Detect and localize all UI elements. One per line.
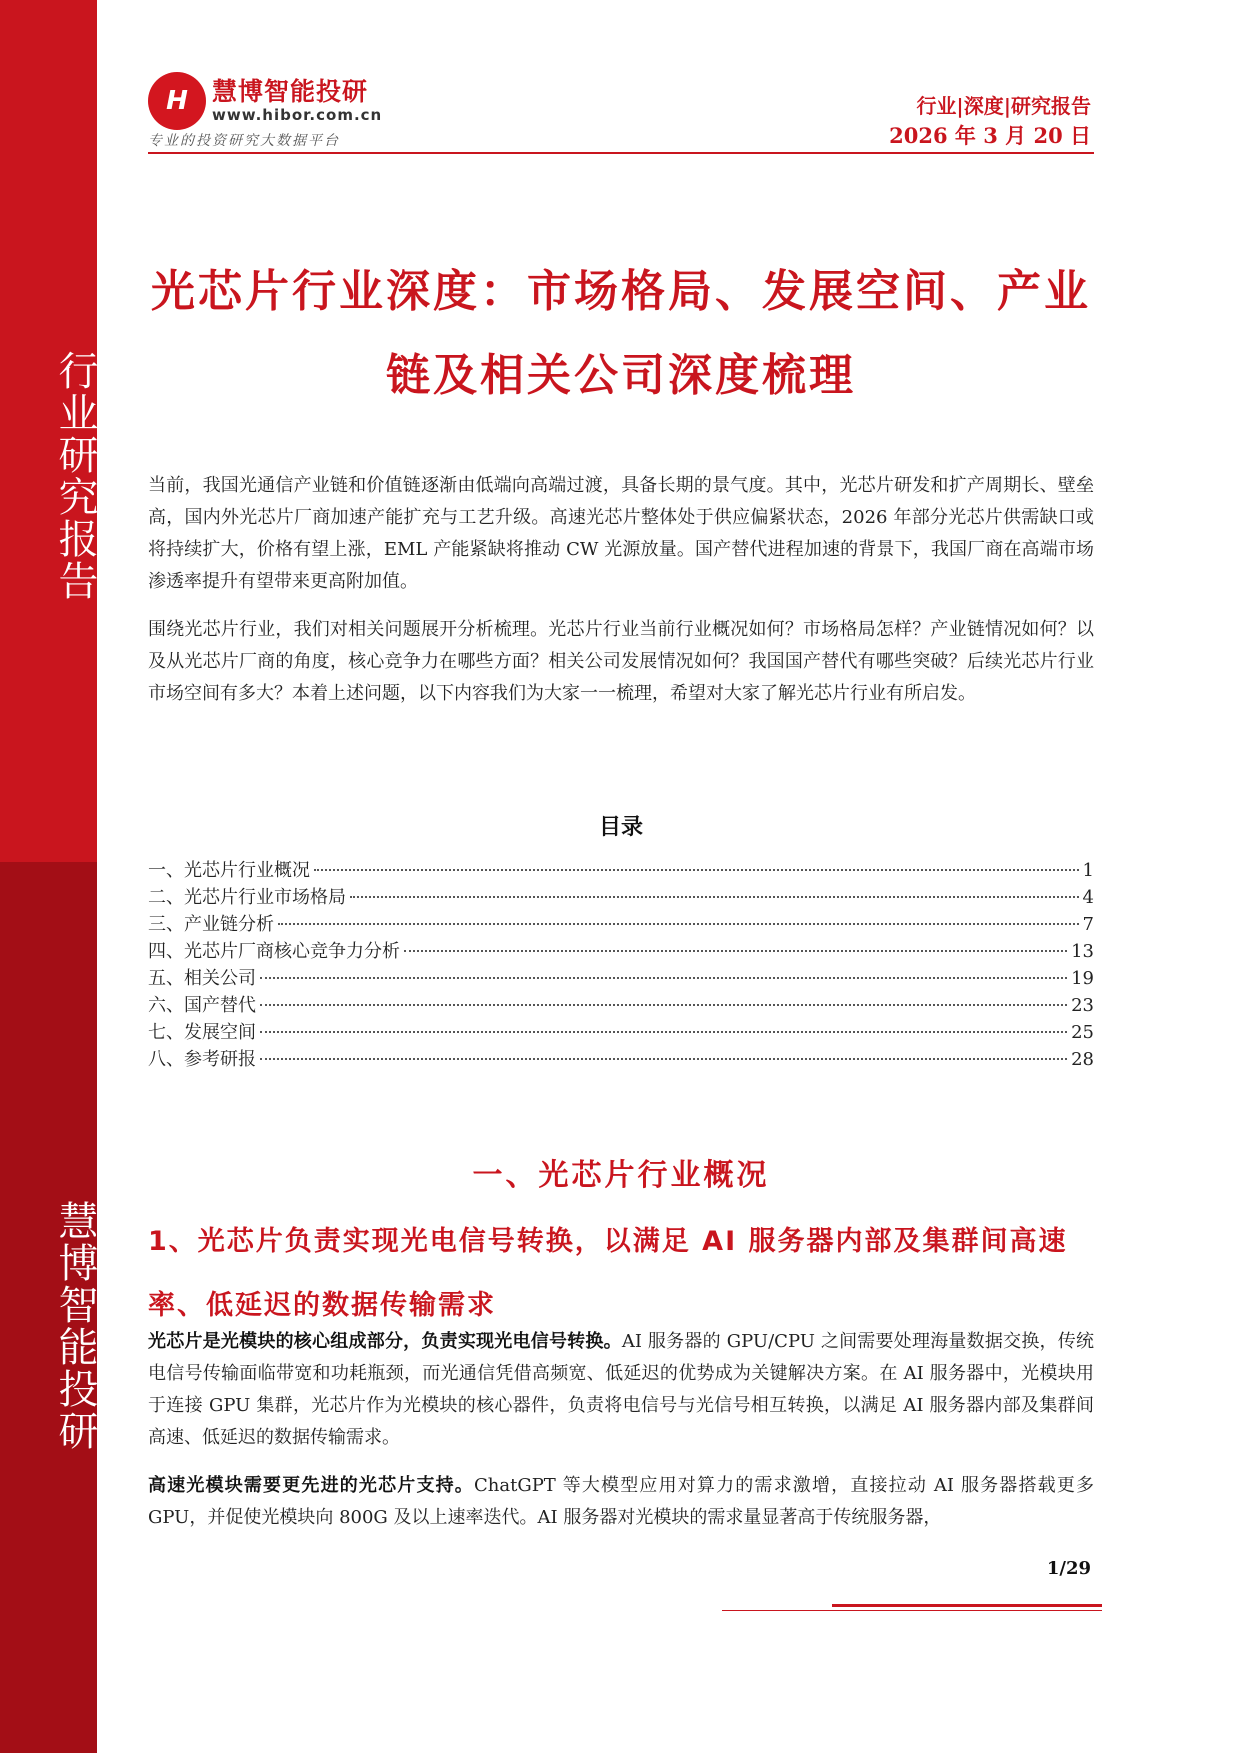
logo-slogan: 专业的投资研究大数据平台 [148, 133, 340, 149]
toc-item[interactable] [148, 1018, 1094, 1045]
toc-item-page: 23 [1071, 995, 1094, 1016]
toc-item[interactable] [148, 991, 1094, 1018]
toc-item-label: 一、光芯片行业概况 [148, 860, 310, 881]
toc-item-page: 7 [1082, 914, 1094, 935]
toc-item-page: 25 [1071, 1022, 1094, 1043]
toc-leader [314, 869, 1079, 871]
toc-leader [260, 977, 1067, 979]
left-sidebar [0, 0, 97, 1753]
section-heading: 一、光芯片行业概况 [472, 1158, 770, 1193]
toc-item-label: 三、产业链分析 [148, 914, 274, 935]
toc-item[interactable] [148, 910, 1094, 937]
intro-paragraph-1: 当前，我国光通信产业链和价值链逐渐由低端向高端过渡，具备长期的景气度。其中，光芯片研发和扩产周期长、壁垒高，国内外光芯片厂商加速产能扩充与工艺升级。高速光芯片整体处于供应偏紧状态，2026 年部分光芯片供需缺口或将持续扩大，价格有望上涨，EML 产能紧缺将推动 CW 光源放量。国产替代进程加速的背景下，我国厂商在高端市场渗透率提升有望带来更高附加值。 [148, 475, 1094, 592]
toc-item-label: 五、相关公司 [148, 968, 256, 989]
toc-item-page: 13 [1071, 941, 1094, 962]
report-type: 行业|深度|研究报告 [916, 94, 1091, 118]
toc-item-label: 二、光芯片行业市场格局 [148, 887, 346, 908]
sidebar-report-label: 行业研究报告 [52, 350, 98, 602]
toc-item-page: 4 [1082, 887, 1094, 908]
toc-item-page: 19 [1071, 968, 1094, 989]
toc-item[interactable] [148, 1045, 1094, 1072]
toc-item-label: 七、发展空间 [148, 1022, 256, 1043]
intro-paragraph-2: 围绕光芯片行业，我们对相关问题展开分析梳理。光芯片行业当前行业概况如何？市场格局怎样？产业链情况如何？以及从光芯片厂商的角度，核心竞争力在哪些方面？相关公司发展情况如何？我国国产替代有哪些突破？后续光芯片行业市场空间有多大？本着上述问题，以下内容我们为大家一一梳理，希望对大家了解光芯片行业有所启发。 [148, 619, 1094, 704]
toc-item-page: 1 [1082, 860, 1094, 881]
toc-item[interactable] [148, 937, 1094, 964]
document-title: 光芯片行业深度：市场格局、发展空间、产业链及相关公司深度梳理 [151, 266, 1091, 401]
toc-leader [278, 923, 1079, 925]
toc-leader [404, 950, 1067, 952]
body-paragraph-2 [148, 1470, 1094, 1534]
toc-item[interactable] [148, 964, 1094, 991]
footer-rule-thin [722, 1610, 1102, 1611]
toc-leader [260, 1058, 1067, 1060]
logo-name: 慧博智能投研 [212, 77, 369, 106]
sidebar-brand-label: 慧博智能投研 [52, 1200, 98, 1452]
paragraph-body: AI 服务器的 GPU/CPU 之间需要处理海量数据交换，传统电信号传输面临带宽和功耗瓶颈，而光通信凭借高频宽、低延迟的优势成为关键解决方案。在 AI 服务器中，光模块用于连接 GPU 集群，光芯片作为光模块的核心器件，负责将电信号与光信号相互转换，以满足 AI 服务器内部及集群间高速、低延迟的数据传输需求。 [148, 1331, 1095, 1448]
body-paragraph-1 [148, 1326, 1094, 1454]
table-of-contents [148, 856, 1094, 1072]
paragraph-lead: 高速光模块需要更先进的光芯片支持。 [148, 1475, 474, 1496]
toc-item-page: 28 [1071, 1049, 1094, 1070]
footer-rule-thick [832, 1604, 1102, 1607]
logo-mark: H [148, 72, 206, 130]
toc-item-label: 六、国产替代 [148, 995, 256, 1016]
logo-url: www.hibor.com.cn [212, 106, 383, 124]
header-divider [148, 152, 1094, 154]
toc-item[interactable] [148, 856, 1094, 883]
toc-title: 目录 [598, 814, 643, 840]
toc-leader [260, 1004, 1067, 1006]
toc-item-label: 四、光芯片厂商核心竞争力分析 [148, 941, 400, 962]
page-number: 1/29 [1046, 1558, 1091, 1579]
report-date: 2026 年 3 月 20 日 [889, 123, 1091, 148]
paragraph-lead: 光芯片是光模块的核心组成部分，负责实现光电信号转换。 [148, 1331, 622, 1352]
toc-item[interactable] [148, 883, 1094, 910]
subsection-heading: 1、光芯片负责实现光电信号转换，以满足 AI 服务器内部及集群间高速率、低延迟的数据传输需求 [148, 1226, 1068, 1321]
toc-leader [260, 1031, 1067, 1033]
brand-logo [148, 70, 408, 150]
paragraph-body: ChatGPT 等大模型应用对算力的需求激增，直接拉动 AI 服务器搭载更多 GPU，并促使光模块向 800G 及以上速率迭代。AI 服务器对光模块的需求量显著高于传统服务器， [148, 1475, 1094, 1528]
toc-item-label: 八、参考研报 [148, 1049, 256, 1070]
toc-leader [350, 896, 1079, 898]
